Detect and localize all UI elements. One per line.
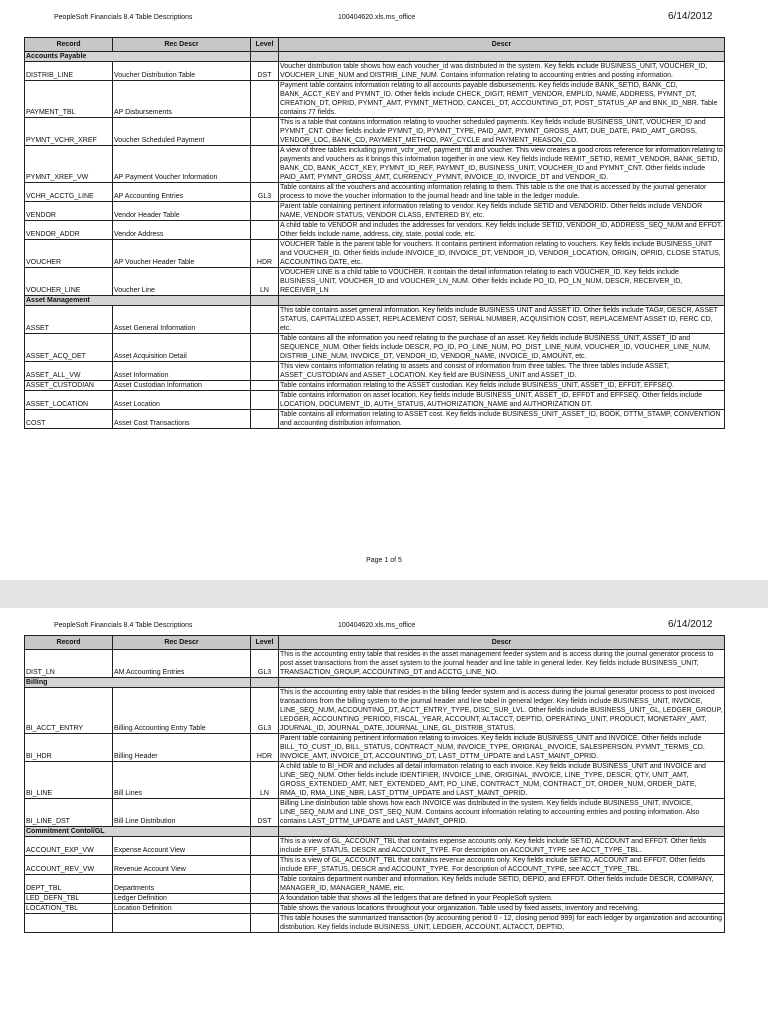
file-name: 100404620.xls.ms_office [338,14,416,21]
description-cell: This is the accounting entry table that resides in the billing feeder system and is access during the journal generator process to post invoiced transactions from the billing system to the journal header and line tabel in general ledger. Key fields include BUSINESS_UNIT, INVOICE, LINE_SEQ_NUM, ACCOUNTING_DT, ACCT_ENTRY_TYPE, DISC_SUR_LVL. Other fields include BUSINESS_UNIT_GL, LEDGER_GROUP, LEDGER, ACCOUNTING_PERIOD, FISCAL_YEAR, ACCOUNT, ALTACCT, DEPTID, OPERATING_UNIT, PRODUCT, MONETARY_AMT, JOURNAL_ID, JOURNAL_DATE, JOURNAL_LINE, GL_DISTRIB_STATUS. [279,688,725,734]
description-cell: This is a table that contains information relating to voucher scheduled payments. Key fields include BUSINESS_UNIT, VOUCHER_ID and PYMNT_CNT. Other fields include PYMNT_ID, PYMNT_TYPE, PAID_AMT, PYMNT_GROSS_AMT, DUE_DATE, PAID_AMT_GROSS, VENDOR_LOC, BANK_CD, PAYMENT_METHOD, PAY_CYCLE and PAYMENT_REASON_CD. [279,118,725,146]
record-descr-cell: Expense Account View [113,837,251,856]
description-cell: This table contains asset general information. Key fields include BUSINESS UNIT and ASSET ID. Other fields include TAG#, DESCR, ASSET STATUS, CAPITALIZED ASSET, REPLACEMENT COST, SERIAL NUMBER, ACQUISITION COST, REPLACEMENT ASSET ID, FERC CD, etc. [279,306,725,334]
column-header-level: Level [251,636,279,650]
description-cell: A foundation table that shows all the ledgers that are defined in your PeopleSoft system. [279,894,725,904]
record-name-cell: DIST_LN [25,650,113,678]
description-cell: Voucher distribution table shows how each voucher_id was distributed in the system. Key fields include BUSINESS_UNIT, VOUCHER_ID, VOUCHER_LINE_NUM and DISTRIB_LINE_NUM. Contains information relating to accounting entries and posting information. [279,62,725,81]
section-header-row [25,296,725,306]
level-cell: GL3 [251,183,279,202]
record-descr-cell: Vendor Address [113,221,251,240]
record-name-cell: COST [25,410,113,429]
record-name-cell: ASSET_CUSTODIAN [25,381,113,391]
table-row [25,914,725,933]
record-name-cell [25,914,113,933]
column-header-row [25,636,725,650]
section-fill-cell [279,678,725,688]
column-header-descr: Descr [279,38,725,52]
table-row [25,837,725,856]
level-cell [251,118,279,146]
table-row [25,146,725,183]
table-row [25,221,725,240]
record-descr-cell: Voucher Line [113,268,251,296]
level-cell: GL3 [251,650,279,678]
level-cell [251,875,279,894]
level-cell [251,362,279,381]
column-header-record: Record [25,636,113,650]
record-descr-cell: AP Payment Voucher Information [113,146,251,183]
column-header-descr: Descr [279,636,725,650]
table-row [25,856,725,875]
page-number: Page 1 of 5 [366,557,402,564]
record-descr-cell: AP Voucher Header Table [113,240,251,268]
section-title: Accounts Payable [25,52,251,62]
section-header-row [25,678,725,688]
section-fill-cell [251,827,279,837]
record-descr-cell: Vendor Header Table [113,202,251,221]
table-row [25,894,725,904]
record-descr-cell: Departments [113,875,251,894]
description-cell: Billing Line distribution table shows how each INVOICE was distributed in the system. Key fields include BUSINESS_UNIT, INVOICE, LINE_SEQ_NUM and LINE_DST_SEQ_NUM. Contains account information relating to accounting entries and posting information. Also contains LAST_DTTM_UPDATE and LAST_MAINT_OPRID. [279,799,725,827]
table-row [25,391,725,410]
record-descr-cell: Voucher Distribution Table [113,62,251,81]
record-descr-cell: Revenue Account View [113,856,251,875]
record-descr-cell: Asset Information [113,362,251,381]
record-name-cell: VCHR_ACCTG_LINE [25,183,113,202]
table-row [25,762,725,799]
description-cell: Table contains department number and information. Key fields include SETID, DEPID, and EFFDT. Other fields include DESCR, COMPANY, MANAGER_ID, MANAGER_NAME, etc. [279,875,725,894]
record-name-cell: LOCATION_TBL [25,904,113,914]
level-cell [251,894,279,904]
record-descr-cell: Billing Accounting Entry Table [113,688,251,734]
record-descr-cell: Asset General Information [113,306,251,334]
record-descr-cell: Asset Acquisition Detail [113,334,251,362]
table-descriptions-table [24,635,725,933]
print-date: 6/14/2012 [668,619,713,630]
section-header-row [25,52,725,62]
description-cell: Parent table containing pertinent information relating to vendor. Key fields include SETID and VENDORID. Other fields include VENDOR NAME, VENDOR STATUS, VENDOR CLASS, ENTERED BY, etc. [279,202,725,221]
page-2 [0,608,768,1024]
description-cell: A child table to VENDOR and includes the addresses for vendors. Key fields include SETID, VENDOR_ID, ADDRESS_SEQ_NUM and EFFDT. Other fields include name, address, city, state, postal code, etc. [279,221,725,240]
description-cell: VOUCHER Table is the parent table for vouchers. It contains pertinent information relating to vouchers. Key fields include BUSINESS_UNIT and VOUCHER_ID. Other fields include INVOICE_ID, INVOICE_DT, VENDOR_ID, VENDOR_LOCATION, ORIGIN, OPRID, CLOSE STATUS, ACCOUNTING DATE, etc. [279,240,725,268]
description-cell: Table shows the various locations throughout your organization. Table used by fixed assets, inventory and receiving. [279,904,725,914]
description-cell: Parent table containing pertinent information relating to invoices. Key fields include BUSINESS_UNIT and INVOICE. Other fields include BILL_TO_CUST_ID, BILL_STATUS, CONTRACT_NUM, INVOICE_TYPE, ORIGNAL_INVOICE, SALESPERSON, PYMNT_TERMS_CD, INVOICE_AMT, INVOICE_DT, ACCOUNTING_DT, LAST_DTTM_UPDATE and LAST_MAINT_OPRID. [279,734,725,762]
file-name: 100404620.xls.ms_office [338,622,416,629]
section-fill-cell [251,296,279,306]
report-title: PeopleSoft Financials 8.4 Table Descriptions [54,14,193,21]
level-cell [251,391,279,410]
section-fill-cell [279,52,725,62]
level-cell [251,837,279,856]
record-descr-cell: Ledger Definition [113,894,251,904]
table-row [25,688,725,734]
level-cell: HDR [251,734,279,762]
record-name-cell: VENDOR_ADDR [25,221,113,240]
record-descr-cell [113,914,251,933]
level-cell: GL3 [251,688,279,734]
record-name-cell: PYMNT_XREF_VW [25,146,113,183]
table-row [25,334,725,362]
description-cell: This is the accounting entry table that resides in the asset management feeder system and is access during the journal generator process to post asset transactions from the asset system to the journal header and line table in general leder. Key fields include BUSINESS_UNIT, TRANSACTION_GROUP, ACCOUNTING_DT and ACCTG_LINE_NO. [279,650,725,678]
level-cell [251,202,279,221]
record-name-cell: LED_DEFN_TBL [25,894,113,904]
section-fill-cell [251,52,279,62]
table-row [25,81,725,118]
level-cell [251,410,279,429]
record-name-cell: VOUCHER [25,240,113,268]
record-name-cell: BI_LINE_DST [25,799,113,827]
record-descr-cell: AM Accounting Entries [113,650,251,678]
record-descr-cell: Bill Lines [113,762,251,799]
level-cell [251,306,279,334]
description-cell: Payment table contains information relating to all accounts payable disbursements. Key fields include BANK_SETID, BANK_CD, BANK_ACCT_KEY and PYMNT_ID. Other fields include CHECK_DIGIT, REMIT_VENDOR, EMPLID, NAME, ADDRESS, PYMNT_DT, CREATION_DT, OPRID, PYMNT_AMT, PYMNT_METHOD, CANCEL_DT, ACCOUNTING_DT, POST_STATUS_AP and BNK_ID_NBR. Table contains 77 fields. [279,81,725,118]
record-name-cell: ACCOUNT_EXP_VW [25,837,113,856]
table-row [25,118,725,146]
record-descr-cell: Asset Custodian Information [113,381,251,391]
record-name-cell: ASSET_ACQ_DET [25,334,113,362]
description-cell: Table contains information relating to the ASSET custodian. Key fields include BUSINESS_UNIT, ASSET_ID, EFFDT, EFFSEQ. [279,381,725,391]
level-cell [251,146,279,183]
level-cell: LN [251,268,279,296]
section-fill-cell [279,296,725,306]
table-row [25,650,725,678]
description-cell: A child table to BI_HDR and includes all detail information relating to each invoice. Key fields include BUSINESS_UNIT and INVOICE and LINE_SEQ_NUM. Other fields include IDENTIFIER, INVOICE_LINE, ORIGINAL_INVOICE, LINE_TYPE, DESCR, QTY, UNIT_AMT, GROSS_EXTENDED_AMT, NET_EXTENDED_AMT, PO_LINE, CONTRACT_NUM, CONTRACT_DT, ORDER_NUM, ORDER_DATE, RMA_ID, RMA_LINE_NBR, LAST_DTTM_UPDATE and LAST_MAINT_OPRID. [279,762,725,799]
section-title: Commitment Contol/GL [25,827,251,837]
record-name-cell: ASSET_LOCATION [25,391,113,410]
record-descr-cell: Billing Header [113,734,251,762]
report-title: PeopleSoft Financials 8.4 Table Descriptions [54,622,193,629]
table-row [25,306,725,334]
table-row [25,240,725,268]
table-row [25,268,725,296]
record-descr-cell: Bill Line Distribution [113,799,251,827]
record-name-cell: PAYMENT_TBL [25,81,113,118]
record-descr-cell: Voucher Scheduled Payment [113,118,251,146]
level-cell [251,904,279,914]
record-name-cell: DEPT_TBL [25,875,113,894]
column-header-rec-descr: Rec Descr [113,38,251,52]
table-row [25,799,725,827]
page-gap [0,580,768,608]
table-row [25,202,725,221]
level-cell [251,334,279,362]
record-descr-cell: AP Accounting Entries [113,183,251,202]
description-cell: VOUCHER LINE is a child table to VOUCHER. It contain the detail information relating to each VOUCHER_ID. Key fields include BUSINESS_UNIT, VOUCHER_ID and VOUCHER_LN_NUM. Other fields include PO_ID, PO_LN_NUM, DESCR, RECEIVER_ID, RECEIVER_LN [279,268,725,296]
level-cell [251,81,279,118]
description-cell: This is a view of GL_ACCOUNT_TBL that contains revenue accounts only. Key fields include SETID, ACCOUNT and EFFDT. Other fields include EFF_STATUS, DESCR and ACCOUNT_TYPE. For description of ACCOUNT_TYPE, see ACCT_TYPE_TBL. [279,856,725,875]
description-cell: Table contains all the information you need relating to the purchase of an asset. Key fields include BUSINESS_UNIT, ASSET_ID and SEQUENCE_NUM. Other fields include DESCR, PO_ID, PO_LINE_NUM, PO_DIST_LINE_NUM, VOUCHER_ID, VOUCHER_LINE_NUM, DISTRIB_LINE_NUM, INVOICE_DT, VENDOR_ID, VENDOR_NAME, INVOICE_ID, AMOUNT, etc. [279,334,725,362]
table-row [25,734,725,762]
table-row [25,381,725,391]
description-cell: A view of three tables including pymnt_vchr_xref, payment_tbl and voucher. This view creates a good cross reference for information relating to payments and vouchers as it brings this information together in one view. Key fields include REMIT_SETID, REMIT_VENDOR, BANK_SETID, BANK_CD, BANK_ACCT_KEY, PYMNT_ID_REF, PAYMNT_ID, BUSINESS_UNIT, VOUCHER_ID and PYMNT_CNT. Other fields include PAID_AMT, PYMNT_GROSS_AMT, CURRENCY_PYMNT, INVOICE_ID, INVOICE_DT and VENDOR_ID. [280,147,723,181]
level-cell: DST [251,799,279,827]
record-name-cell: VENDOR [25,202,113,221]
level-cell [251,914,279,933]
record-name-cell: DISTRIB_LINE [25,62,113,81]
record-descr-cell: Asset Cost Transactions [113,410,251,429]
description-cell: This is a view of GL_ACCOUNT_TBL that contains expense accounts only. Key fields include SETID, ACCOUNT and EFFDT. Other fields include EFF_STATUS, DESCR and ACCOUNT_TYPE. For description on ACCOUNT_TYPE see ACCT_TYPE_TBL. [279,837,725,856]
record-name-cell: PYMNT_VCHR_XREF [25,118,113,146]
description-cell: Table contains all information relating to ASSET cost. Key fields include BUSINESS_UNIT_ASSET_ID, BOOK, DTTM_STAMP, CONVENTION and accounting distribution information. [279,410,725,429]
record-descr-cell: Asset Location [113,391,251,410]
table-row [25,410,725,429]
description-cell: This view contains information relating to assets and consist of information from three tables. The three tables include ASSET, ASSET_CUSTODIAN and ASSET_LOCATION. Key field are BUSINESS_UNIT and ASSET_ID. [279,362,725,381]
section-fill-cell [251,678,279,688]
description-cell: Table contains all the vouchers and accounting information relating to them. This table is the one that is accessed by the journal generator process to move the voucher information to the journal headr and line table in the ledger module. [279,183,725,202]
record-name-cell: ASSET_ALL_VW [25,362,113,381]
section-fill-cell [279,827,725,837]
table-row [25,362,725,381]
record-name-cell: VOUCHER_LINE [25,268,113,296]
table-descriptions-table [24,37,725,429]
table-row [25,875,725,894]
table-row [25,183,725,202]
print-date: 6/14/2012 [668,11,713,22]
section-header-row [25,827,725,837]
record-name-cell: BI_ACCT_ENTRY [25,688,113,734]
record-name-cell: ACCOUNT_REV_VW [25,856,113,875]
column-header-record: Record [25,38,113,52]
column-header-row [25,38,725,52]
description-cell: Table contains information on asset location. Key fields include BUSINESS_UNIT, ASSET_ID, EFFDT and EFFSEQ. Other fields include LOCATION, DOCUMENT_ID, AUTH_STATUS, AUTHORIZATION_NAME and AUTHORIZATION DT. [279,391,725,410]
description-cell: This table houses the summarized transaction (by accounting period 0 - 12, closing period 999) for each ledger by organization and accounting distribution. Key fields include BUSINESS_UNIT, LEDGER, ACCOUNT, ALTACCT, DEPTID, [279,914,725,933]
column-header-rec-descr: Rec Descr [113,636,251,650]
column-header-level: Level [251,38,279,52]
record-descr-cell: AP Disbursements [113,81,251,118]
level-cell: DST [251,62,279,81]
level-cell [251,381,279,391]
level-cell: LN [251,762,279,799]
table-row [25,904,725,914]
level-cell: HDR [251,240,279,268]
level-cell [251,856,279,875]
record-descr-cell: Location Definition [113,904,251,914]
section-title: Asset Management [25,296,251,306]
record-name-cell: ASSET [25,306,113,334]
record-name-cell: BI_HDR [25,734,113,762]
level-cell [251,221,279,240]
section-title: Billing [25,678,251,688]
record-name-cell: BI_LINE [25,762,113,799]
table-row [25,62,725,81]
